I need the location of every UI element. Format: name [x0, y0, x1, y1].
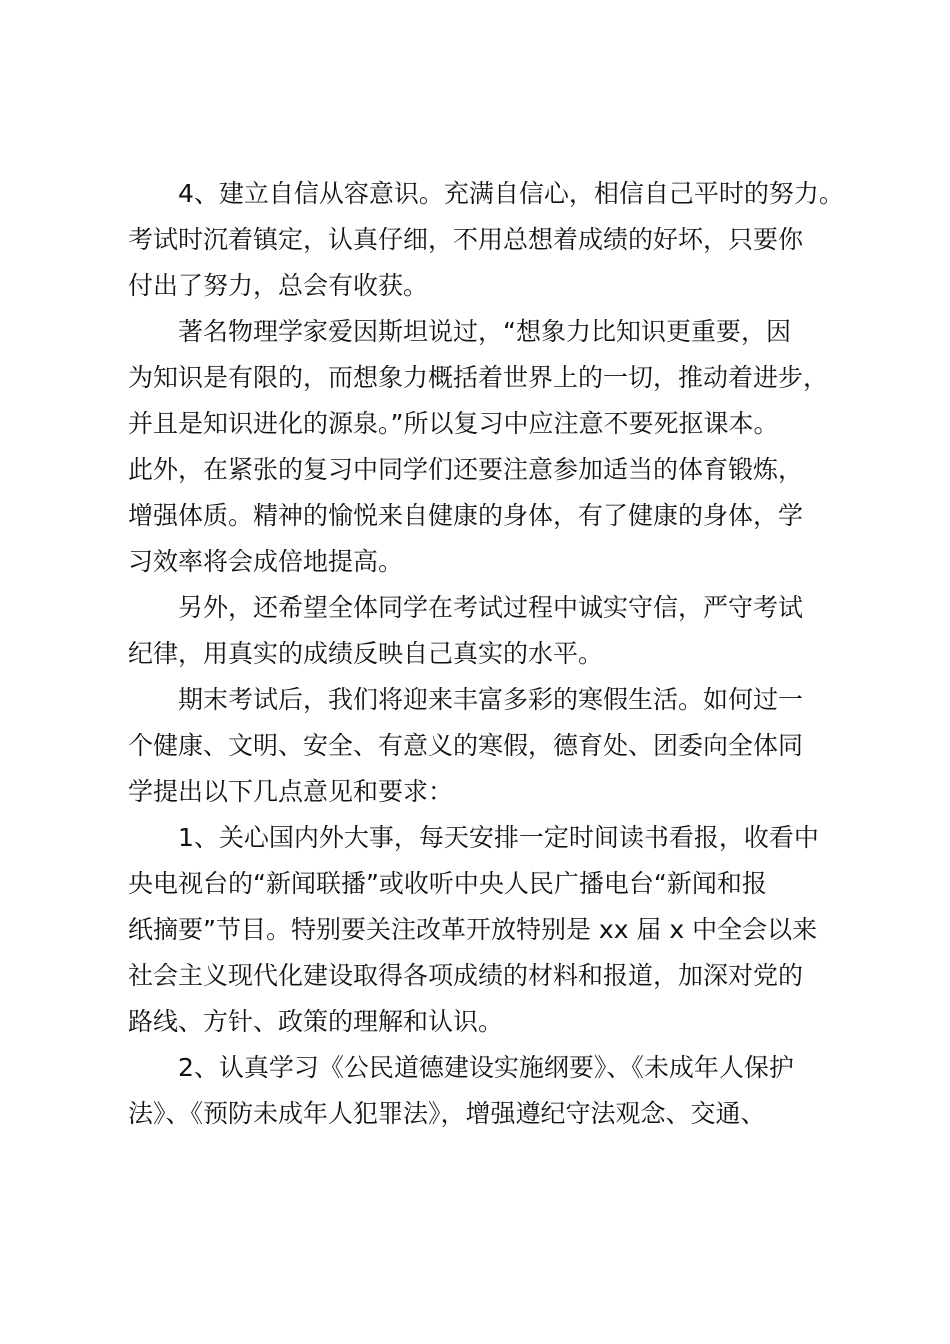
text-line: 纪律，用真实的成绩反映自己真实的水平。 — [128, 639, 604, 668]
text-line: 付出了努力，总会有收获。 — [128, 271, 429, 300]
text-line: 4、建立自信从容意识。充满自信心，相信自己平时的努力。 — [178, 179, 844, 208]
text-line: 路线、方针、政策的理解和认识。 — [128, 1007, 504, 1036]
text-line: 并且是知识进化的源泉。”所以复习中应注意不要死抠课本。 — [128, 409, 779, 438]
text-line: 另外，还希望全体同学在考试过程中诚实守信，严守考试 — [178, 593, 804, 622]
document-body — [128, 171, 844, 1137]
text-line: 法》、《预防未成年人犯罪法》，增强遵纪守法观念、交通、 — [128, 1099, 766, 1128]
text-line: 学提出以下几点意见和要求： — [128, 777, 454, 806]
text-line: 此外，在紧张的复习中同学们还要注意参加适当的体育锻炼， — [128, 455, 804, 484]
text-line: 为知识是有限的，而想象力概括着世界上的一切，推动着进步， — [128, 363, 829, 392]
text-line: 考试时沉着镇定，认真仔细，不用总想着成绩的好坏，只要你 — [128, 225, 804, 254]
text-line: 纸摘要”节目。特别要关注改革开放特别是 xx 届 x 中全会以来 — [128, 915, 818, 944]
text-line: 2、认真学习《公民道德建设实施纲要》、《未成年人保护 — [178, 1053, 794, 1082]
text-line: 个健康、文明、安全、有意义的寒假，德育处、团委向全体同 — [128, 731, 804, 760]
text-line: 社会主义现代化建设取得各项成绩的材料和报道，加深对党的 — [128, 961, 804, 990]
text-line: 央电视台的“新闻联播”或收听中央人民广播电台“新闻和报 — [128, 869, 767, 898]
text-line: 著名物理学家爱因斯坦说过，“想象力比知识更重要，因 — [178, 317, 791, 346]
text-line: 1、关心国内外大事，每天安排一定时间读书看报，收看中 — [178, 823, 819, 852]
text-line: 增强体质。精神的愉悦来自健康的身体，有了健康的身体，学 — [128, 501, 804, 530]
text-line: 习效率将会成倍地提高。 — [128, 547, 404, 576]
text-line: 期末考试后，我们将迎来丰富多彩的寒假生活。如何过一 — [178, 685, 804, 714]
